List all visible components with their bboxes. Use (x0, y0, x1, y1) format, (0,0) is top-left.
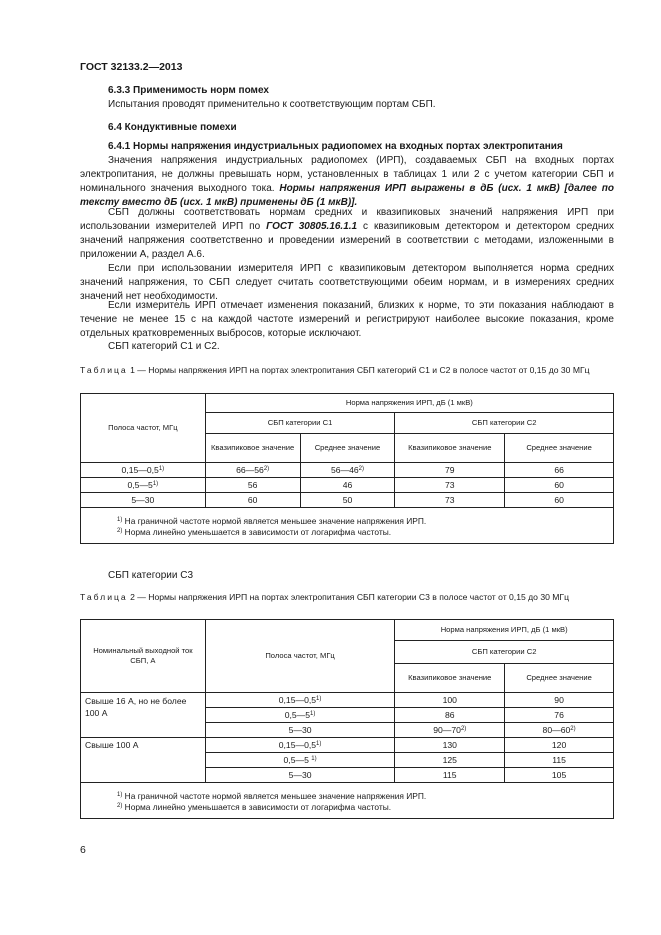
paragraph-3: Если при использовании измерителя ИРП с квазипиковым детектором выполняется норма средних значений напряжения, то СБП следует считать соответствующими обеим нормам, и в измерениях средних значений нет необходимости. (80, 263, 614, 302)
cell-text: 90—70 (433, 725, 461, 735)
table-2-cell: 105 (505, 768, 614, 783)
section-6-4-1-heading: 6.4.1 Нормы напряжения индустриальных радиопомех на входных портах электропитания (108, 141, 563, 152)
table-1-cell: 50 (300, 493, 395, 508)
page-number: 6 (80, 844, 86, 856)
table-1-cell: 46 (300, 478, 395, 493)
table-2-cell: 86 (395, 708, 505, 723)
section-6-3-3-heading: 6.3.3 Применимость норм помех (108, 85, 269, 96)
table-2-cell: 100 (395, 693, 505, 708)
table-1-header-c2-qp: Квазипиковое значение (395, 434, 505, 463)
cell-text: 56—46 (330, 465, 359, 475)
note-text: Норма линейно уменьшается в зависимости от логарифма частоты. (122, 801, 392, 812)
footnote-mark: 2) (358, 466, 364, 472)
table-2-header-avg: Среднее значение (505, 664, 614, 693)
table-2-cell: 125 (395, 753, 505, 768)
paragraph-4: Если измеритель ИРП отмечает изменения показаний, близких к норме, то эти показания наблюдают в течение не менее 15 с на каждой частоте измерений и регистрируют наиболее высокие показания, кроме отдельных кратковременных выбросов, которые исключают. (80, 300, 614, 339)
table-1-note-2 (117, 527, 607, 538)
table-2-cell-freq (205, 708, 395, 723)
document-header: ГОСТ 32133.2—2013 (80, 61, 183, 73)
table-2 (80, 619, 614, 819)
footnote-mark: 2) (570, 726, 576, 732)
table-row (81, 738, 614, 753)
cell-text: 0,5—5 (284, 710, 311, 720)
table-1-cell (300, 463, 395, 478)
table-1-header-norm: Норма напряжения ИРП, дБ (1 мкВ) (205, 394, 613, 413)
table-1-header-freq: Полоса частот, МГц (81, 394, 206, 463)
footnote-mark: 2) (460, 726, 467, 732)
category-c3-label: СБП категории С3 (108, 570, 193, 581)
table-1-caption-text: 1 — Нормы напряжения ИРП на портах электропитания СБП категорий С1 и С2 в полосе частот от 0,15 до 30 МГц (127, 365, 590, 375)
table-1-cell-freq (81, 463, 206, 478)
note-text: Норма линейно уменьшается в зависимости от логарифма частоты. (122, 526, 392, 537)
paragraph-5: СБП категорий С1 и С2. (108, 341, 220, 352)
footnote-mark: 1) (158, 466, 165, 472)
paragraph-1 (80, 154, 614, 210)
cell-text: 0,15—0,5 (121, 465, 159, 475)
footnote-mark: 1) (316, 741, 322, 747)
table-2-group-1: Свыше 16 А, но не более 100 А (81, 693, 206, 738)
footnote-mark: 2) (117, 802, 123, 809)
table-2-cell: 130 (395, 738, 505, 753)
footnote-mark: 2) (263, 466, 270, 472)
footnote-mark: 1) (117, 792, 123, 798)
table-2-caption-text: 2 — Нормы напряжения ИРП на портах электропитания СБП категории С3 в полосе частот от 0,15 до 30 МГц (127, 592, 570, 602)
table-row (81, 478, 614, 493)
footnote-mark: 1) (316, 696, 322, 702)
table-2-cell: 120 (505, 738, 614, 753)
table-row (81, 463, 614, 478)
table-1-notes (81, 508, 614, 544)
table-2-note-2 (117, 802, 607, 813)
footnote-mark: 1) (152, 481, 159, 487)
note-text: На граничной частоте нормой является меньшее значение напряжения ИРП. (122, 791, 427, 801)
footnote-mark: 1) (310, 711, 316, 717)
table-2-cell (395, 723, 505, 738)
table-1-cell (205, 463, 300, 478)
table-1-cell: 73 (395, 493, 505, 508)
paragraph-2 (80, 206, 614, 262)
cell-text: 0,15—0,5 (278, 695, 317, 705)
table-1-caption (80, 364, 614, 376)
paragraph-1-emphasis: Нормы напряжения ИРП выражены в дБ (исх. 1 мкВ) [далее по тексту вместо дБ (исх. 1 мкВ) применены дБ (1 мкВ)]. (80, 183, 614, 208)
table-2-header-norm: Норма напряжения ИРП, дБ (1 мкВ) (395, 620, 614, 641)
table-2-cell: 90 (505, 693, 614, 708)
table-1-cell-freq: 5—30 (81, 493, 206, 508)
table-2-cell-freq: 5—30 (205, 723, 395, 738)
footnote-mark: 2) (117, 527, 123, 534)
table-2-note-1 (117, 791, 607, 802)
table-2-cell: 115 (505, 753, 614, 768)
table-1-cell: 66 (505, 463, 614, 478)
table-1-cell: 60 (505, 478, 614, 493)
table-2-header-current: Номинальный выходной ток СБП, А (81, 620, 206, 693)
table-1-cell: 60 (505, 493, 614, 508)
table-2-cell-freq: 5—30 (205, 768, 395, 783)
table-1-cell: 56 (205, 478, 300, 493)
table-1-cell: 60 (205, 493, 300, 508)
table-2-cell: 76 (505, 708, 614, 723)
table-1-cell-freq (81, 478, 206, 493)
section-6-3-3-text: Испытания проводят применительно к соответствующим портам СБП. (108, 99, 436, 110)
table-1 (80, 393, 614, 544)
table-2-cell-freq (205, 738, 395, 753)
cell-text: 66—56 (236, 465, 264, 475)
table-1-caption-word: Таблица (80, 365, 128, 375)
footnote-mark: 1) (311, 756, 317, 762)
cell-text: 0,5—5 (127, 480, 153, 490)
table-row (81, 493, 614, 508)
paragraph-1-text: Значения напряжения индустриальных радиопомех (ИРП), создаваемых СБП на входных портах электропитания, не должны превышать норм, установленных в таблицах 1 или 2 с учетом категории СБП и номинального значения выходного тока. (80, 155, 614, 194)
footnote-mark: 1) (117, 517, 123, 523)
table-1-header-c2: СБП категории С2 (395, 413, 614, 434)
standard-reference: ГОСТ 30805.16.1.1 (266, 221, 358, 232)
table-2-header-freq: Полоса частот, МГц (205, 620, 395, 693)
table-1-note-1 (117, 516, 607, 527)
table-1-header-c2-avg: Среднее значение (505, 434, 614, 463)
section-6-4-heading: 6.4 Кондуктивные помехи (108, 122, 237, 133)
table-2-group-2: Свыше 100 А (81, 738, 206, 783)
paragraph-2-text-c: с квазипиковым детектором и детектором средних значений напряжения соответственно и проведении измерений в соответствии с методами, изложенными в приложении А, раздел А.6. (80, 221, 614, 260)
table-1-cell: 73 (395, 478, 505, 493)
cell-text: 0,15—0,5 (278, 740, 317, 750)
table-2-cell-freq (205, 693, 395, 708)
table-2-header-c2: СБП категории С2 (395, 641, 614, 664)
table-2-caption-word: Таблица (80, 592, 128, 602)
cell-text: 0,5—5 (283, 755, 312, 765)
table-2-notes (81, 783, 614, 819)
table-1-header-c1-qp: Квазипиковое значение (205, 434, 300, 463)
table-2-cell (505, 723, 614, 738)
table-2-cell: 115 (395, 768, 505, 783)
note-text: На граничной частоте нормой является меньшее значение напряжения ИРП. (122, 516, 427, 526)
table-2-header-qp: Квазипиковое значение (395, 664, 505, 693)
table-1-cell: 79 (395, 463, 505, 478)
paragraph-2-text-a: СБП должны соответствовать нормам средних и квазипиковых значений напряжения ИРП при использовании измерителей ИРП по (80, 207, 614, 232)
table-2-caption (80, 591, 614, 603)
table-1-header-c1-avg: Среднее значение (300, 434, 395, 463)
table-2-cell-freq (205, 753, 395, 768)
cell-text: 80—60 (542, 725, 571, 735)
table-row (81, 693, 614, 708)
table-1-header-c1: СБП категории С1 (205, 413, 395, 434)
